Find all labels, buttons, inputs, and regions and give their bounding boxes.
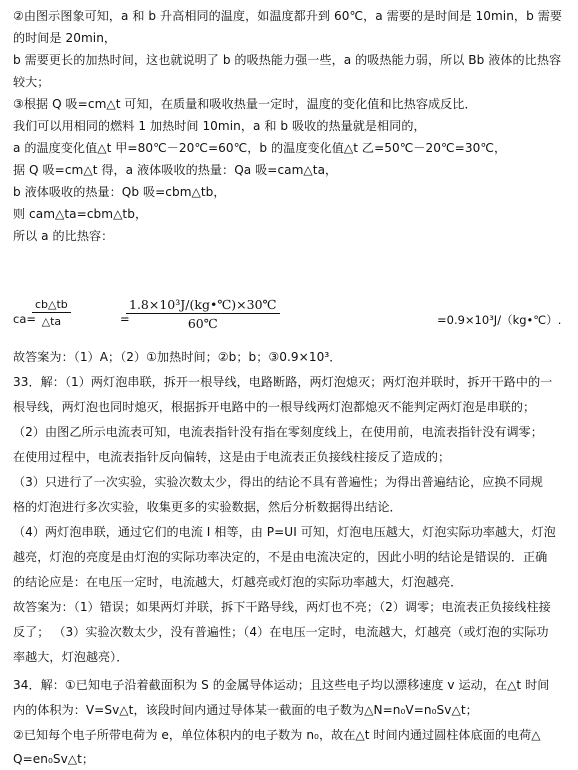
- text-line: 33．解：（1）两灯泡串联，拆开一根导线，电路断路，两灯泡熄灭；两灯泡并联时，拆开干路中的一: [13, 375, 553, 389]
- text-line: 故答案为：（1）A；（2）①加热时间；②b；b；③0.9×10³．: [13, 350, 342, 364]
- fraction-denominator: △ta: [41, 315, 62, 328]
- text-line: ③根据 Q 吸=cm△t 可知，在质量和吸收热量一定时，温度的变化值和比热容成反比．: [13, 97, 477, 111]
- fraction-numerator: 1.8×10³J/(kg•℃)×30℃: [126, 297, 280, 314]
- text-line: 格的灯泡进行多次实验，收集更多的实验数据，然后分析数据得出结论．: [13, 500, 402, 514]
- text-line: ②由图示图象可知，a 和 b 升高相同的温度，如温度都升到 60℃，a 需要的是时间是 10min，b 需要: [13, 9, 562, 23]
- text-line: （4）两灯泡串联，通过它们的电流 I 相等，由 P=UI 可知，灯泡电压越大，灯泡实际功率越大，灯泡: [13, 525, 556, 539]
- fraction-denominator: 60℃: [187, 316, 218, 331]
- text-line: （3）只进行了一次实验，实验次数太少，得出的结论不具有普遍性；为得出普遍结论，应换不同规: [13, 475, 543, 489]
- formula-lhs: ca=: [13, 312, 37, 326]
- text-line: 的时间是 20min，: [13, 31, 117, 45]
- text-line: 故答案为：（1）错误；如果两灯并联，拆下干路导线，两灯也不亮；（2）调零；电流表正负接线柱接: [13, 600, 551, 614]
- text-line: Q=en₀Sv△t；: [13, 752, 95, 766]
- text-line: b 液体吸收的热量：Qb 吸=cbm△tb，: [13, 185, 226, 199]
- text-line: b 需要更长的加热时间，这也就说明了 b 的吸热能力强一些，a 的吸热能力弱，所以 Bb 液体的比热容: [13, 53, 562, 67]
- text-line: 34．解：①已知电子沿着截面积为 S 的金属导体运动；且这些电子均以漂移速度 v 运动，在△t 时间: [13, 678, 550, 692]
- text-line: 内的体积为：V=Sv△t，该段时间内通过导体某一截面的电子数为△N=n₀V=n₀Sv△t；: [13, 703, 478, 717]
- text-line: （2）由图乙所示电流表可知，电流表指针没有指在零刻度线上，在使用前，电流表指针没有调零；: [13, 425, 543, 439]
- fraction-numerator: cb△tb: [32, 298, 71, 313]
- text-line: 根导线，两灯泡也同时熄灭，根据拆开电路中的一根导线两灯泡都熄灭不能判定两灯泡是串联的；: [13, 400, 536, 414]
- text-line: 较大；: [13, 75, 50, 89]
- text-line: 的结论应是：在电压一定时，电流越大，灯越亮或灯泡的实际功率越大，灯泡越亮．: [13, 575, 463, 589]
- text-line: 反了； （3）实验次数太少，没有普遍性；（4）在电压一定时，电流越大，灯越亮（或灯泡的实际功: [13, 625, 549, 639]
- text-line: 越亮，灯泡的亮度是由灯泡的实际功率决定的，不是由电流决定的，因此小明的结论是错误的．正确: [13, 550, 548, 564]
- formula-equals: =: [120, 312, 130, 326]
- text-line: 在使用过程中，电流表指针反向偏转，这是由于电流表正负接线柱接反了造成的；: [13, 450, 451, 464]
- text-line: 率越大，灯泡越亮）．: [13, 650, 129, 664]
- text-line: ②已知每个电子所带电荷为 e，单位体积内的电子数为 n₀，故在△t 时间内通过圆柱体底面的电荷△: [13, 728, 541, 742]
- text-line: 所以 a 的比热容：: [13, 229, 114, 243]
- text-line: 我们可以用相同的燃料 1 加热时间 10min，a 和 b 吸收的热量就是相同的，: [13, 119, 426, 133]
- fraction-value: [126, 297, 280, 331]
- text-line: a 的温度变化值△t 甲=80℃－20℃=60℃，b 的温度变化值△t 乙=50℃－20℃=30℃，: [13, 141, 507, 155]
- text-line: 据 Q 吸=cm△t 得，a 液体吸收的热量：Qa 吸=cam△ta，: [13, 163, 338, 177]
- formula-result: =0.9×10³J/（kg•℃）.: [437, 313, 562, 327]
- fraction-cb-over-ta: [32, 298, 71, 328]
- text-line: 则 cam△ta=cbm△tb，: [13, 207, 148, 221]
